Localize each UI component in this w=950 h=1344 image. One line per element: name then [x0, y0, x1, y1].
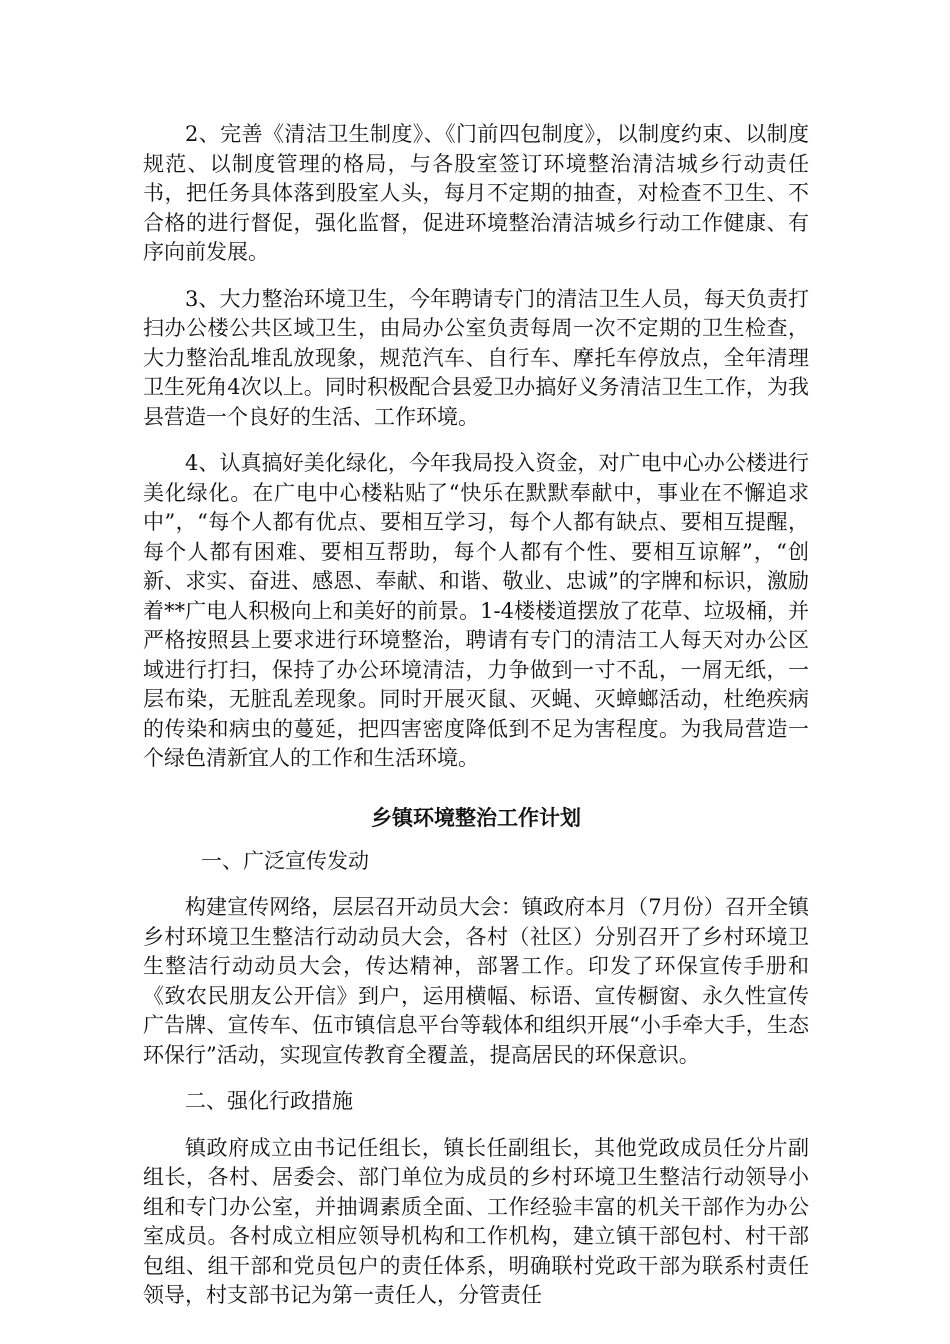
section-body-1: 构建宣传网络，层层召开动员大会：镇政府本月（7月份）召开全镇乡村环境卫生整洁行动动员大会，各村（社区）分别召开了乡村环境卫生整洁行动动员大会，传达精神，部署工作。印发了环保宣传手册和《致农民朋友公开信》到户，运用横幅、标语、宣传橱窗、永久性宣传广告牌、宣传车、伍市镇信息平台等载体和组织开展“小手牵大手，生态环保行”活动，实现宣传教育全覆盖，提高居民的环保意识。	[143, 895, 809, 1067]
paragraph-item-4: 4、认真搞好美化绿化，今年我局投入资金，对广电中心办公楼进行美化绿化。在广电中心楼粘贴了“快乐在默默奉献中，事业在不懈追求中”，“每个人都有优点、要相互学习，每个人都有缺点、要相互提醒，每个人都有困难、要相互帮助，每个人都有个性、要相互谅解”，“创新、求实、奋进、感恩、奉献、和谐、敬业、忠诚”的字牌和标识，激励着**广电人积极向上和美好的前景。1-4楼楼道摆放了花草、垃圾桶，并严格按照县上要求进行环境整治，聘请有专门的清洁工人每天对办公区域进行打扫，保持了办公环境清洁，力争做到一寸不乱，一屑无纸，一层布染，无脏乱差现象。同时开展灭鼠、灭蝇、灭蟑螂活动，杜绝疾病的传染和病虫的蔓延，把四害密度降低到不足为害程度。为我局营造一个绿色清新宜人的工作和生活环境。	[143, 451, 809, 770]
paragraph-item-2: 2、完善《清洁卫生制度》、《门前四包制度》，以制度约束、以制度规范、以制度管理的格局，与各股室签订环境整治清洁城乡行动责任书，把任务具体落到股室人头，每月不定期的抽查，对检查不卫生、不合格的进行督促，强化监督，促进环境整治清洁城乡行动工作健康、有序向前发展。	[143, 122, 809, 264]
document-page	[143, 120, 809, 1328]
section-heading-1: 一、广泛宣传发动	[201, 848, 369, 873]
paragraph-item-3: 3、大力整治环境卫生，今年聘请专门的清洁卫生人员，每天负责打扫办公楼公共区域卫生，由局办公室负责每周一次不定期的卫生检查，大力整治乱堆乱放现象，规范汽车、自行车、摩托车停放点，全年清理卫生死角4次以上。同时积极配合县爱卫办搞好义务清洁卫生工作，为我县营造一个良好的生活、工作环境。	[143, 286, 809, 429]
section-body-2: 镇政府成立由书记任组长，镇长任副组长，其他党政成员任分片副组长，各村、居委会、部门单位为成员的乡村环境卫生整洁行动领导小组和专门办公室，并抽调素质全面、工作经验丰富的机关干部作为办公室成员。各村成立相应领导机构和工作机构，建立镇干部包村、村干部包组、组干部和党员包户的责任体系，明确联村党政干部为联系村责任领导，村支部书记为第一责任人，分管责任	[143, 1135, 809, 1307]
section-heading-2: 二、强化行政措施	[185, 1089, 353, 1113]
document-title: 乡镇环境整治工作计划	[371, 805, 581, 830]
